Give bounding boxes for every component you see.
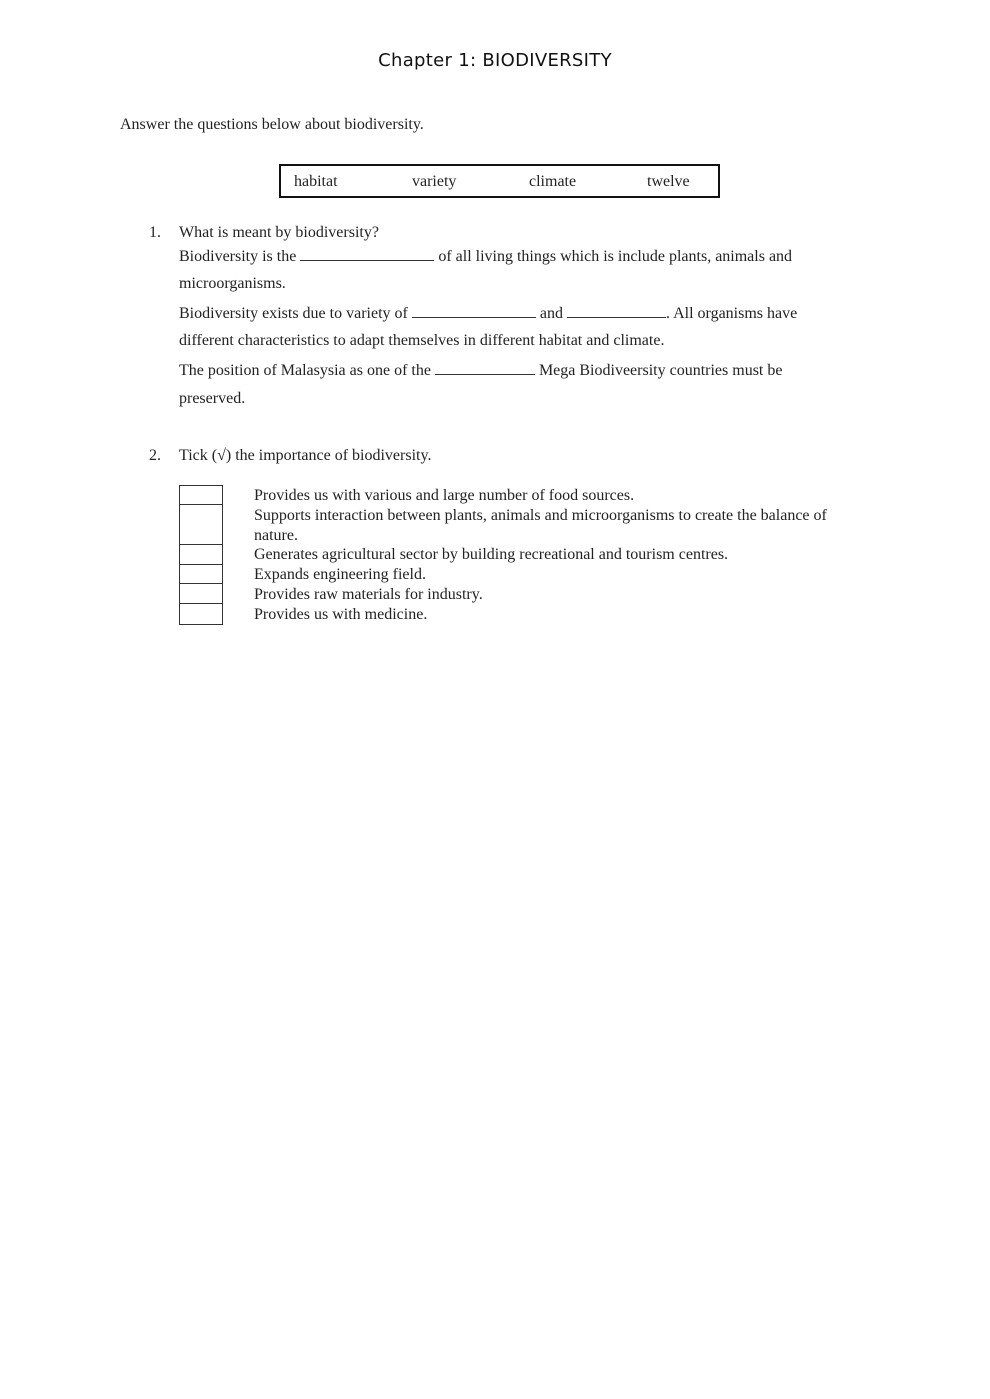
sentence-text: . All organisms have [665,305,798,322]
fill-in-line [179,303,797,323]
option-text: Provides us with various and large number of food sources. [254,487,635,504]
tick-box[interactable] [179,485,223,505]
sentence-text: Biodiversity exists due to variety of [179,305,412,322]
option-text: Provides us with medicine. [254,606,428,623]
fill-in-line [179,360,782,380]
answer-blank[interactable] [412,303,536,318]
answer-blank[interactable] [567,303,666,318]
question-prompt: What is meant by biodiversity? [179,224,379,241]
sentence-text: and [535,305,567,322]
tick-box[interactable] [179,583,223,604]
option-text: Expands engineering field. [254,566,426,583]
page-title: Chapter 1: BIODIVERSITY [378,50,612,71]
option-text: Generates agricultural sector by building recreational and tourism centres. [254,546,729,563]
sentence-line: different characteristics to adapt themselves in different habitat and climate. [179,332,665,349]
tick-box[interactable] [179,544,223,565]
word-bank-item: climate [529,173,577,190]
sentence-text: Mega Biodiveersity countries must be [534,362,783,379]
tick-box[interactable] [179,603,223,625]
tick-box[interactable] [179,564,223,584]
sentence-text: Biodiversity is the [179,248,301,265]
option-text: Supports interaction between plants, animals and microorganisms to create the balance of nature. [254,507,827,544]
sentence-text: of all living things which is include plants, animals and [434,248,793,265]
option-text: Provides raw materials for industry. [254,586,483,603]
question-number: 1. [149,224,161,241]
fill-in-line [179,246,792,266]
instruction-text: Answer the questions below about biodiversity. [120,116,424,133]
sentence-line: preserved. [179,390,246,407]
word-bank-box [279,164,720,198]
word-bank-item: variety [412,173,457,190]
word-bank-item: twelve [647,173,690,190]
question-number: 2. [149,447,161,464]
answer-blank[interactable] [300,246,434,261]
tick-box[interactable] [179,504,223,545]
sentence-line: microorganisms. [179,275,286,292]
sentence-text: The position of Malasysia as one of the [179,362,435,379]
word-bank-item: habitat [294,173,338,190]
question-prompt: Tick (√) the importance of biodiversity. [179,447,432,464]
answer-blank[interactable] [435,360,535,375]
